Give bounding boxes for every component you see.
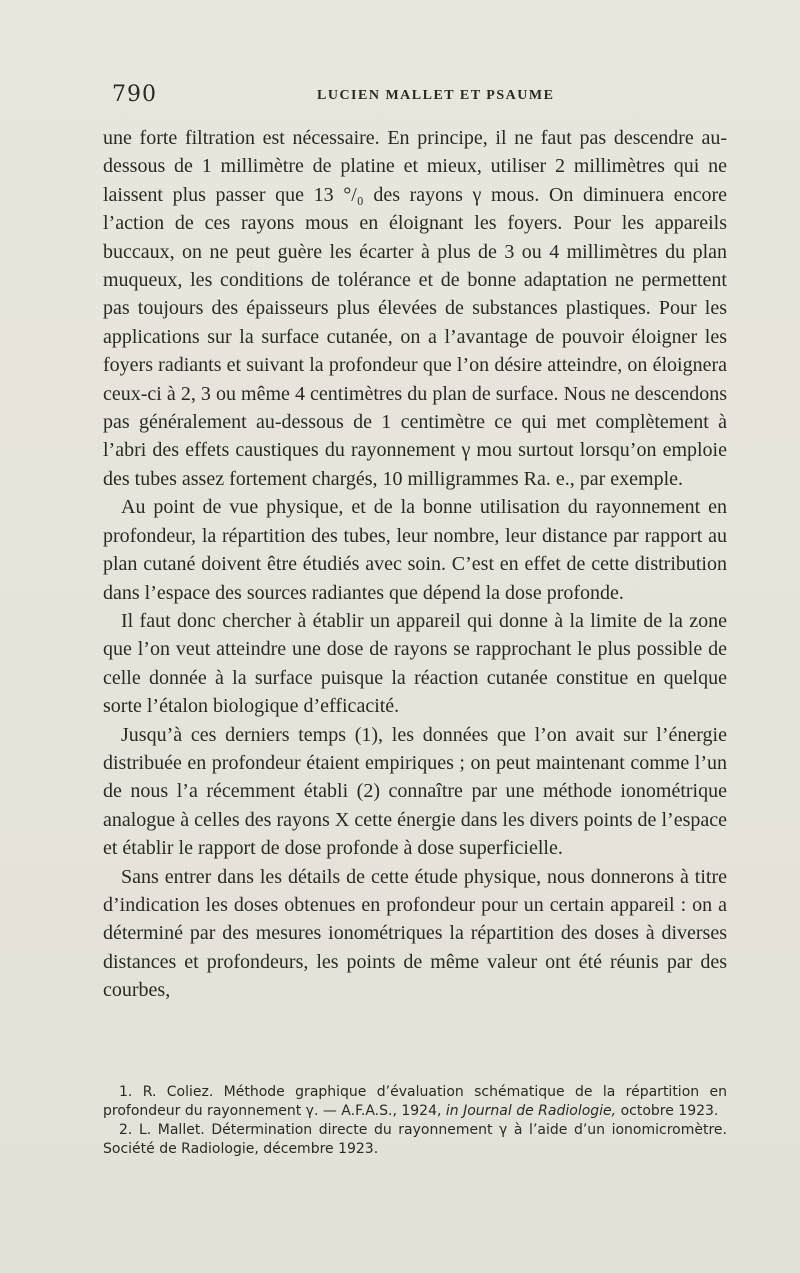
footnote-1-date: octobre 1923. [620,1103,719,1119]
footnote-1-main: 1. R. Coliez. Méthode graphique d’évaluation schématique de la répartition en profondeur du rayonnement γ. — A.F.A.S., 1924, [103,1084,727,1119]
body-text [103,124,727,1005]
paragraph-5: Sans entrer dans les détails de cette étude physique, nous donnerons à titre d’indication les doses obtenues en profondeur pour un certain appareil : on a déterminé par des mesures ionométriques la répartition des doses à diverses distances et profondeurs, les points de même valeur ont été réunis par des courbes, [103,865,727,1002]
paragraph-1: une forte filtration est nécessaire. En principe, il ne faut pas descendre au-dessous de 1 millimètre de platine et mieux, utiliser 2 millimètres qui ne laissent plus passer que 13 °/₀ des rayons γ mous. On diminuera encore l’action de ces rayons mous en éloignant les foyers. Pour les appareils buccaux, on ne peut guère les écarter à plus de 3 ou 4 millimètres du plan muqueux, les conditions de tolérance et de bonne adaptation ne permettent pas toujours des épaisseurs plus élevées de substances plastiques. Pour les applications sur la surface cutanée, on a l’avantage de pouvoir éloigner les foyers radiants et suivant la profondeur que l’on désire atteindre, on éloignera ceux-ci à 2, 3 ou même 4 centimètres du plan de surface. Nous ne descendons pas généralement au-dessous de 1 centimètre ce qui met complètement à l’abri des effets caustiques du rayonnement γ mou surtout lorsqu’on emploie des tubes assez fortement chargés, 10 milligrammes Ra. e., par exemple. [103,127,727,490]
paragraph-4: Jusqu’à ces derniers temps (1), les données que l’on avait sur l’énergie distribuée en profondeur étaient empiriques ; on peut maintenant comme l’un de nous l’a récemment établi (2) connaître par une méthode ionométrique analogue à celles des rayons X cette énergie dans les divers points de l’espace et établir le rapport de dose profonde à dose superficielle. [103,723,727,860]
paragraph-2: Au point de vue physique, et de la bonne utilisation du rayonnement en profondeur, la répartition des tubes, leur nombre, leur distance par rapport au plan cutané doivent être étudiés avec soin. C’est en effet de cette distribution dans l’espace des sources radiantes que dépend la dose profonde. [103,496,727,604]
paragraph-3: Il faut donc chercher à établir un appareil qui donne à la limite de la zone que l’on veut atteindre une dose de rayons se rapprochant le plus possible de celle donnée à la surface puisque la réaction cutanée constitue en quelque sorte l’étalon biologique d’efficacité. [103,609,727,718]
footnote-1 [103,1083,727,1121]
footnote-1-journal: in Journal de Radiologie, [445,1103,617,1119]
page-header [112,82,728,112]
footnotes [103,1083,727,1159]
running-title: LUCIEN MALLET ET PSAUME [317,88,555,103]
page-number: 790 [112,82,157,107]
footnote-2: 2. L. Mallet. Détermination directe du rayonnement γ à l’aide d’un ionomicromètre. Société de Radiologie, décembre 1923. [103,1122,727,1157]
